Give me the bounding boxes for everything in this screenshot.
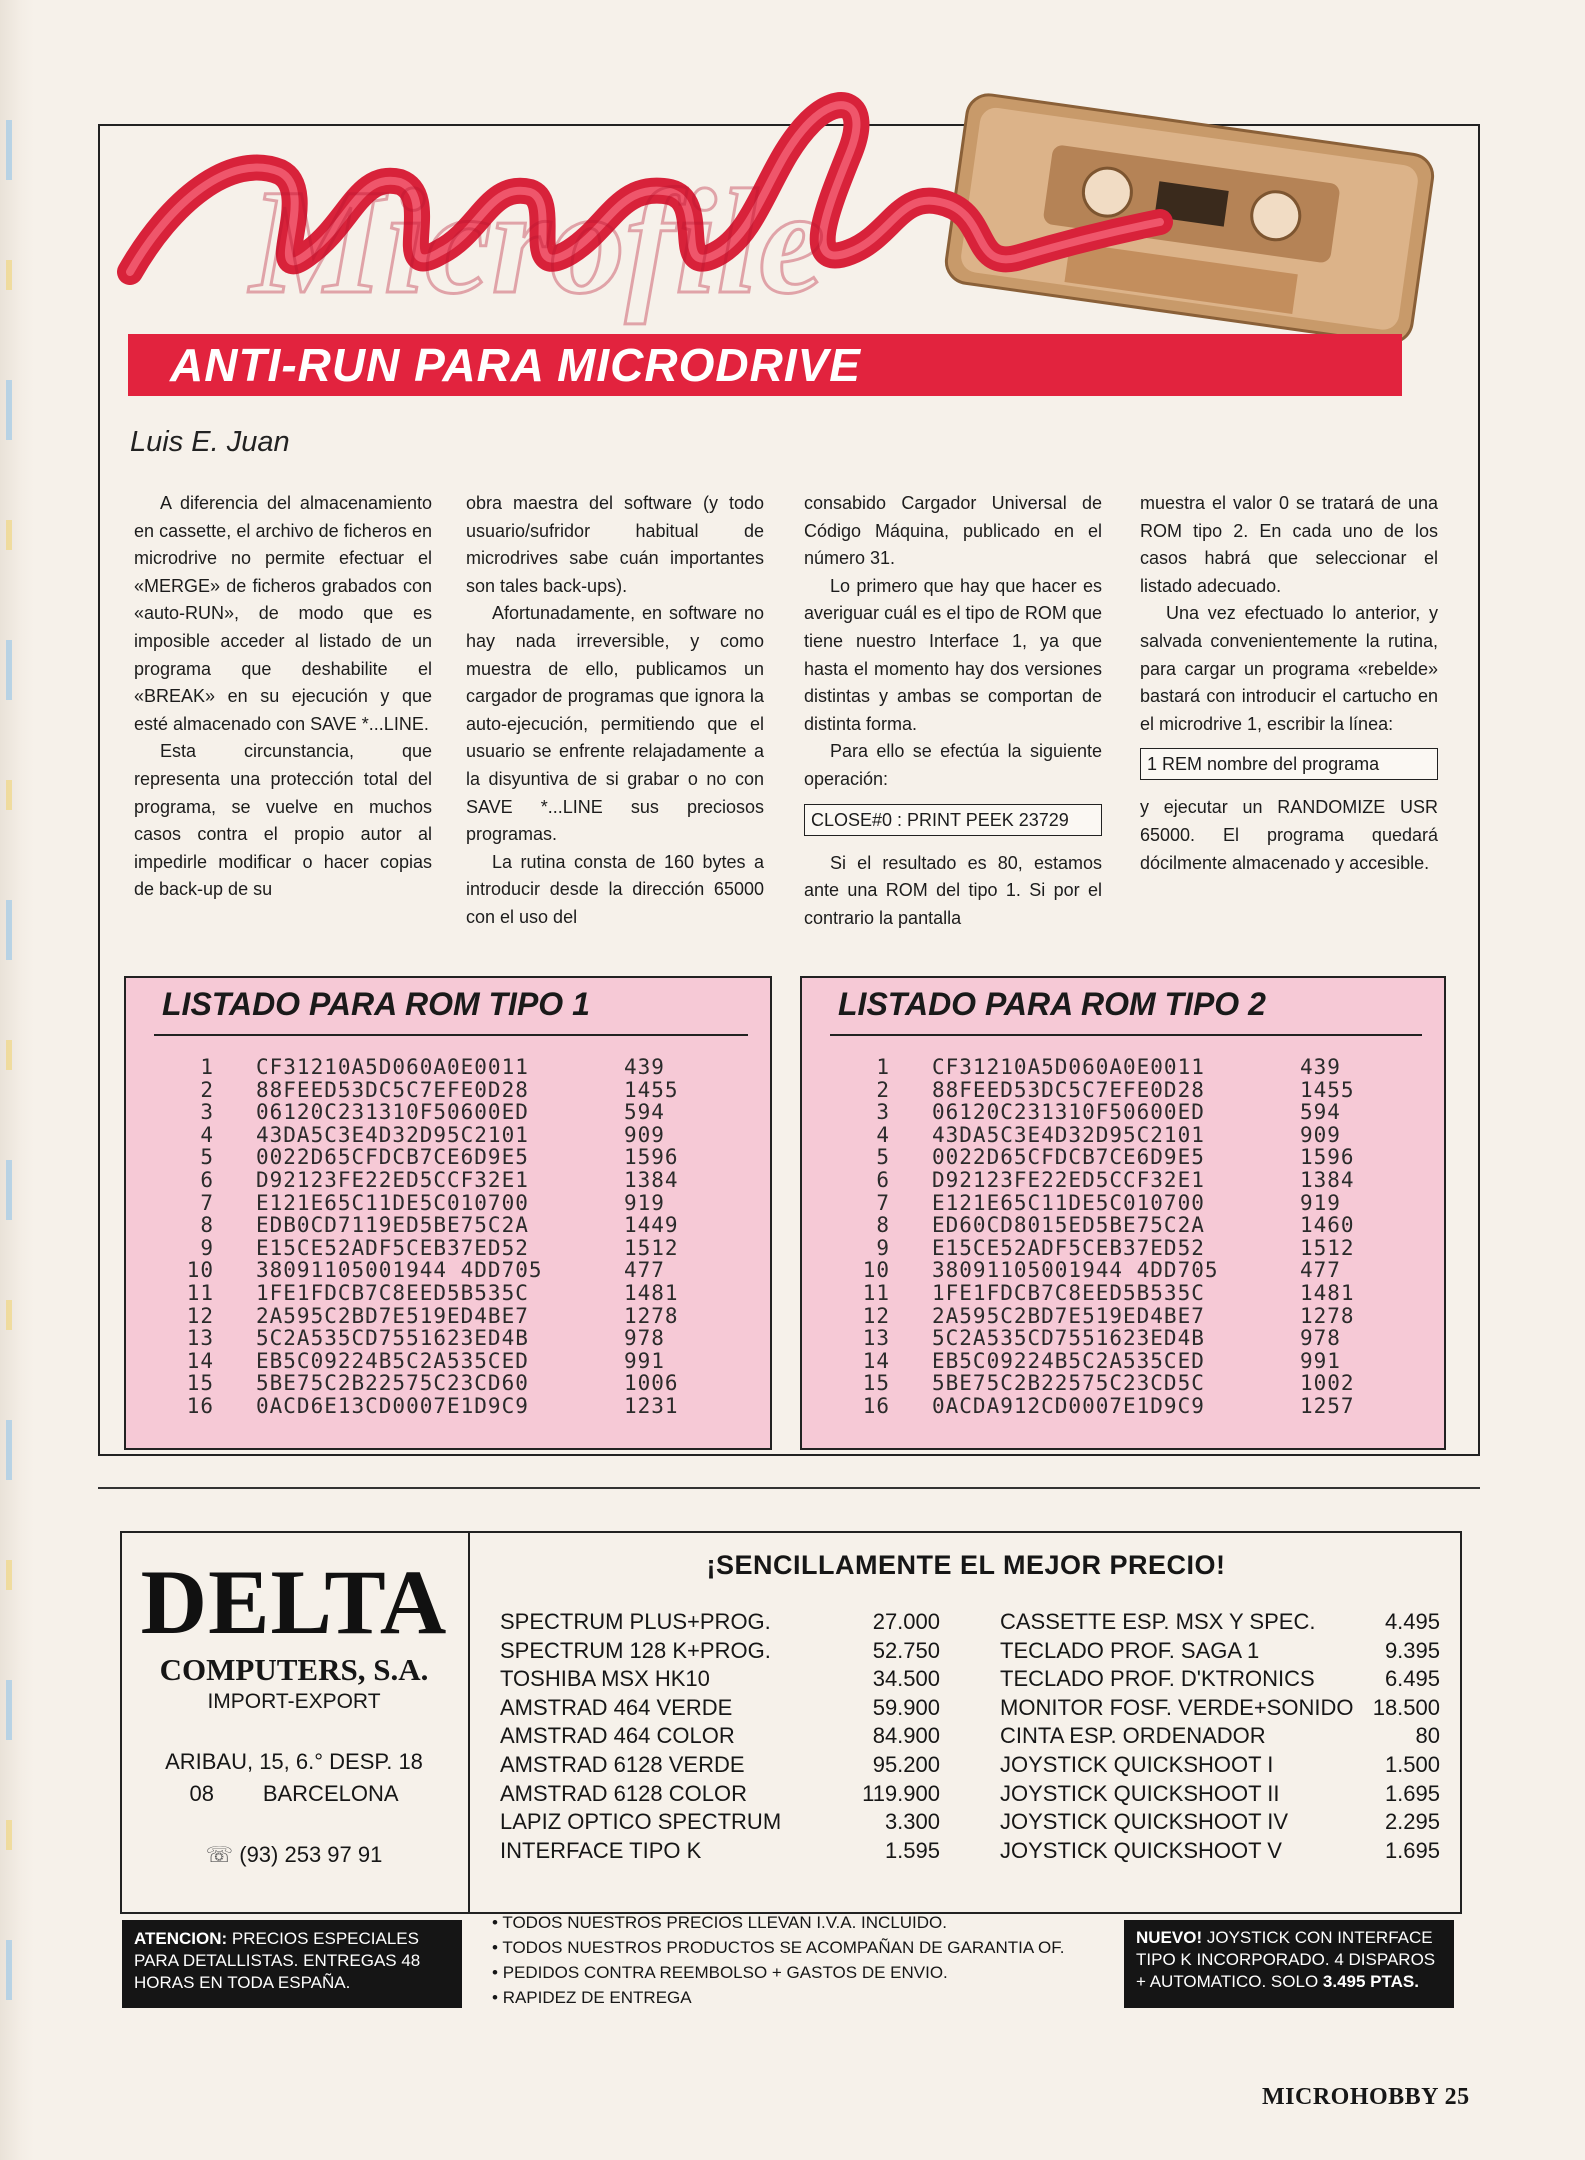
line-number: 10 xyxy=(186,1258,214,1283)
price-row xyxy=(1000,1722,1440,1751)
price-row xyxy=(500,1637,940,1666)
company-name: DELTA xyxy=(140,1551,448,1653)
product-price: 4.495 xyxy=(1384,1609,1440,1634)
line-number: 6 xyxy=(200,1167,214,1192)
microfile-logo xyxy=(110,62,1490,362)
hex-data: 1FE1FDCB7C8EED5B535C xyxy=(932,1280,1205,1305)
price-row xyxy=(500,1780,940,1809)
checksum: 909 xyxy=(1300,1122,1341,1147)
product-name: AMSTRAD 464 VERDE xyxy=(500,1694,733,1720)
paragraph: muestra el valor 0 se tratará de una ROM tipo 2. En cada uno de los casos habrá que seleccionar el listado adecuado. xyxy=(1140,493,1438,596)
product-name: JOYSTICK QUICKSHOOT I xyxy=(1000,1751,1274,1777)
listing-row xyxy=(160,1169,714,1192)
product-price: 3.300 xyxy=(884,1809,940,1835)
listing-row xyxy=(160,1395,714,1418)
article-title-bar xyxy=(128,334,1402,396)
checksum: 477 xyxy=(1300,1258,1341,1283)
product-price: 84.900 xyxy=(872,1723,940,1749)
product-name: JOYSTICK QUICKSHOOT II xyxy=(1000,1780,1280,1806)
line-number: 11 xyxy=(862,1280,890,1305)
checksum: 909 xyxy=(624,1122,665,1147)
listing-row xyxy=(836,1327,1390,1350)
product-price: 2.295 xyxy=(1384,1809,1440,1835)
line-number: 11 xyxy=(186,1280,214,1305)
line-number: 2 xyxy=(200,1077,214,1102)
hex-data: EB5C09224B5C2A535CED xyxy=(932,1348,1205,1373)
checksum: 439 xyxy=(1300,1055,1341,1079)
listing-row xyxy=(160,1146,714,1169)
hex-data: 06120C231310F50600ED xyxy=(256,1100,529,1125)
line-number: 15 xyxy=(862,1371,890,1396)
paragraph: Esta circunstancia, que representa una protección total del programa, se vuelve en muchos casos contra el propio autor al impedirle modificar o hacer copias de back-up de su xyxy=(134,741,432,900)
product-name: LAPIZ OPTICO SPECTRUM xyxy=(500,1809,782,1835)
article-author: Luis E. Juan xyxy=(130,426,290,458)
line-number: 13 xyxy=(186,1326,214,1351)
listing-row xyxy=(160,1237,714,1260)
paragraph: Lo primero que hay que hacer es averiguar cuál es el tipo de ROM que tiene nuestro Interface 1, ya que hasta el momento hay dos versiones distintas y ambas se comportan de distinta forma. xyxy=(804,575,1102,734)
listing-row xyxy=(836,1282,1390,1305)
line-number: 9 xyxy=(876,1235,890,1260)
phone-icon: ☏ xyxy=(205,1842,240,1867)
listing-row xyxy=(160,1282,714,1305)
hex-listing xyxy=(160,1056,714,1418)
checksum: 1384 xyxy=(1300,1167,1355,1192)
product-name: AMSTRAD 6128 VERDE xyxy=(500,1751,745,1777)
line-number: 1 xyxy=(200,1055,214,1079)
checksum: 594 xyxy=(624,1100,665,1125)
listing-row xyxy=(160,1101,714,1124)
checksum: 1257 xyxy=(1300,1393,1355,1418)
condition-item: • TODOS NUESTROS PRECIOS LLEVAN I.V.A. INCLUIDO. xyxy=(492,1910,1064,1935)
condition-item: • TODOS NUESTROS PRODUCTOS SE ACOMPAÑAN DE GARANTIA OF. xyxy=(492,1935,1064,1960)
line-number: 14 xyxy=(862,1348,890,1373)
product-name: JOYSTICK QUICKSHOOT V xyxy=(1000,1837,1282,1863)
listing-row xyxy=(160,1056,714,1079)
listing-row xyxy=(836,1192,1390,1215)
hex-data: 43DA5C3E4D32D95C2101 xyxy=(932,1122,1205,1147)
new-label: NUEVO! xyxy=(1136,1928,1203,1947)
line-number: 6 xyxy=(876,1167,890,1192)
listing-row xyxy=(160,1079,714,1102)
product-price: 80 xyxy=(1415,1723,1440,1749)
line-number: 10 xyxy=(862,1258,890,1283)
listing-row xyxy=(160,1214,714,1237)
line-number: 8 xyxy=(876,1213,890,1238)
paragraph: y ejecutar un RANDOMIZE USR 65000. El programa quedará dócilmente almacenado y accesible. xyxy=(1140,797,1438,873)
product-price: 9.395 xyxy=(1384,1637,1440,1663)
line-number: 14 xyxy=(186,1348,214,1373)
hex-data: ED60CD8015ED5BE75C2A xyxy=(932,1213,1205,1238)
article-column-1 xyxy=(134,490,432,904)
line-number: 15 xyxy=(186,1371,214,1396)
divider xyxy=(154,1034,748,1036)
product-price: 1.695 xyxy=(1384,1780,1440,1806)
checksum: 919 xyxy=(1300,1190,1341,1215)
product-name: CINTA ESP. ORDENADOR xyxy=(1000,1723,1266,1749)
hex-data: CF31210A5D060A0E0011 xyxy=(932,1055,1205,1079)
article-column-4 xyxy=(1140,490,1438,877)
section-divider xyxy=(98,1487,1480,1489)
hex-data: D92123FE22ED5CCF32E1 xyxy=(932,1167,1205,1192)
line-number: 8 xyxy=(200,1213,214,1238)
checksum: 978 xyxy=(624,1326,665,1351)
article-column-3 xyxy=(804,490,1102,932)
listing-row xyxy=(836,1146,1390,1169)
listing-title: LISTADO PARA ROM TIPO 1 xyxy=(162,986,590,1022)
checksum: 1455 xyxy=(624,1077,679,1102)
price-list-left xyxy=(500,1608,940,1865)
paragraph: obra maestra del software (y todo usuario/sufridor habitual de microdrives sabe cuán importantes son tales back-ups). xyxy=(466,493,764,596)
listing-panel-rom1 xyxy=(124,976,772,1450)
product-name: TOSHIBA MSX HK10 xyxy=(500,1666,710,1692)
product-name: SPECTRUM PLUS+PROG. xyxy=(500,1609,771,1634)
line-number: 4 xyxy=(200,1122,214,1147)
line-number: 5 xyxy=(876,1145,890,1170)
hex-data: 43DA5C3E4D32D95C2101 xyxy=(256,1122,529,1147)
hex-data: 5C2A535CD7551623ED4B xyxy=(256,1326,529,1351)
checksum: 1512 xyxy=(624,1235,679,1260)
hex-data: E121E65C11DE5C010700 xyxy=(256,1190,529,1215)
line-number: 12 xyxy=(186,1303,214,1328)
price-row xyxy=(1000,1665,1440,1694)
price-row xyxy=(1000,1837,1440,1866)
checksum: 1481 xyxy=(1300,1280,1355,1305)
checksum: 991 xyxy=(624,1348,665,1373)
new-product-box xyxy=(1124,1920,1454,2008)
checksum: 919 xyxy=(624,1190,665,1215)
listing-row xyxy=(160,1350,714,1373)
price-row xyxy=(500,1665,940,1694)
product-price: 27.000 xyxy=(872,1609,940,1634)
listing-row xyxy=(836,1350,1390,1373)
hex-data: 38091105001944 4DD705 xyxy=(932,1258,1219,1283)
hex-data: 06120C231310F50600ED xyxy=(932,1100,1205,1125)
attention-text: PRECIOS ESPECIALES PARA DETALLISTAS. ENTREGAS 48 HORAS EN TODA ESPAÑA. xyxy=(134,1929,421,1992)
new-price: 3.495 PTAS. xyxy=(1322,1972,1419,1991)
checksum: 1278 xyxy=(1300,1303,1355,1328)
company-tagline: IMPORT-EXPORT xyxy=(207,1690,381,1713)
listing-row xyxy=(836,1056,1390,1079)
hex-data: 0ACDA912CD0007E1D9C9 xyxy=(932,1393,1205,1418)
line-number: 9 xyxy=(200,1235,214,1260)
price-row xyxy=(1000,1780,1440,1809)
line-number: 13 xyxy=(862,1326,890,1351)
checksum: 1512 xyxy=(1300,1235,1355,1260)
listing-row xyxy=(160,1124,714,1147)
hex-data: E15CE52ADF5CEB37ED52 xyxy=(256,1235,529,1260)
address-line: 08 BARCELONA xyxy=(189,1781,399,1806)
page-number: 25 xyxy=(1444,2084,1470,2110)
checksum: 1449 xyxy=(624,1213,679,1238)
hex-data: 88FEED53DC5C7EFE0D28 xyxy=(256,1077,529,1102)
paragraph: La rutina consta de 160 bytes a introducir desde la dirección 65000 con el uso del xyxy=(466,851,764,927)
magazine-name: MICROHOBBY xyxy=(1262,2084,1439,2110)
checksum: 1455 xyxy=(1300,1077,1355,1102)
listing-row xyxy=(836,1305,1390,1328)
product-name: MONITOR FOSF. VERDE+SONIDO xyxy=(1000,1694,1354,1720)
checksum: 594 xyxy=(1300,1100,1341,1125)
hex-data: D92123FE22ED5CCF32E1 xyxy=(256,1167,529,1192)
code-command-box: 1 REM nombre del programa xyxy=(1140,748,1438,780)
paragraph: Afortunadamente, en software no hay nada irreversible, y como muestra de ello, publicamos un cargador de programas que ignora la auto-ejecución, permitiendo que el usuario se enfrente relajadamente a la disyuntiva de si grabar o no con SAVE *...LINE sus preciosos programas. xyxy=(466,603,764,845)
listing-row xyxy=(160,1327,714,1350)
logo-text: Microfile xyxy=(250,159,825,325)
hex-listing xyxy=(836,1056,1390,1418)
checksum: 991 xyxy=(1300,1348,1341,1373)
paragraph: A diferencia del almacenamiento en cassette, el archivo de ficheros en microdrive no permite efectuar el «MERGE» de ficheros grabados con «auto-RUN», de modo que es imposible acceder al listado de un programa que deshabilite el «BREAK» en su ejecución y que esté almacenado con SAVE *...LINE. xyxy=(134,493,432,734)
listing-row xyxy=(836,1214,1390,1237)
hex-data: CF31210A5D060A0E0011 xyxy=(256,1055,529,1079)
phone-number: (93) 253 97 91 xyxy=(239,1842,383,1867)
code-command-box: CLOSE#0 : PRINT PEEK 23729 xyxy=(804,804,1102,836)
product-name: TECLADO PROF. D'KTRONICS xyxy=(1000,1666,1315,1692)
product-name: AMSTRAD 464 COLOR xyxy=(500,1723,735,1749)
line-number: 2 xyxy=(876,1077,890,1102)
product-name: SPECTRUM 128 K+PROG. xyxy=(500,1637,771,1663)
hex-data: 38091105001944 4DD705 xyxy=(256,1258,543,1283)
listing-panel-rom2 xyxy=(800,976,1446,1450)
line-number: 1 xyxy=(876,1055,890,1079)
listing-row xyxy=(836,1395,1390,1418)
product-price: 6.495 xyxy=(1384,1666,1440,1692)
hex-data: EB5C09224B5C2A535CED xyxy=(256,1348,529,1373)
ad-conditions xyxy=(492,1910,1064,2010)
listing-row xyxy=(836,1079,1390,1102)
listing-row xyxy=(836,1124,1390,1147)
new-text: JOYSTICK CON INTERFACE TIPO K INCORPORADO. 4 DISPAROS + AUTOMATICO. SOLO xyxy=(1136,1928,1436,1991)
price-row xyxy=(500,1751,940,1780)
checksum: 1481 xyxy=(624,1280,679,1305)
price-row xyxy=(1000,1808,1440,1837)
product-price: 95.200 xyxy=(872,1751,940,1777)
condition-item: • RAPIDEZ DE ENTREGA xyxy=(492,1985,1064,2010)
attention-box xyxy=(122,1920,462,2008)
price-row xyxy=(500,1722,940,1751)
paragraph: consabido Cargador Universal de Código Máquina, publicado en el número 31. xyxy=(804,493,1102,569)
listing-row xyxy=(160,1259,714,1282)
price-row xyxy=(1000,1751,1440,1780)
checksum: 477 xyxy=(624,1258,665,1283)
company-subtitle: COMPUTERS, S.A. xyxy=(159,1652,429,1687)
company-phone xyxy=(120,1842,468,1868)
paragraph: Si el resultado es 80, estamos ante una ROM del tipo 1. Si por el contrario la pantalla xyxy=(804,852,1102,928)
checksum: 439 xyxy=(624,1055,665,1079)
ad-headline: ¡SENCILLAMENTE EL MEJOR PRECIO! xyxy=(706,1550,1226,1580)
price-row xyxy=(1000,1694,1440,1723)
price-row xyxy=(500,1808,940,1837)
listing-row xyxy=(836,1169,1390,1192)
price-row xyxy=(1000,1637,1440,1666)
hex-data: 1FE1FDCB7C8EED5B535C xyxy=(256,1280,529,1305)
product-price: 1.595 xyxy=(884,1837,940,1863)
ad-divider xyxy=(468,1531,470,1914)
checksum: 1002 xyxy=(1300,1371,1355,1396)
product-name: INTERFACE TIPO K xyxy=(500,1837,702,1863)
listing-row xyxy=(836,1372,1390,1395)
line-number: 7 xyxy=(200,1190,214,1215)
company-address xyxy=(120,1746,468,1810)
line-number: 16 xyxy=(186,1393,214,1418)
listing-row xyxy=(160,1192,714,1215)
hex-data: 5BE75C2B22575C23CD60 xyxy=(256,1371,529,1396)
product-price: 59.900 xyxy=(872,1694,940,1720)
checksum: 1596 xyxy=(1300,1145,1355,1170)
listing-row xyxy=(160,1372,714,1395)
hex-data: 88FEED53DC5C7EFE0D28 xyxy=(932,1077,1205,1102)
listing-row xyxy=(836,1237,1390,1260)
product-price: 34.500 xyxy=(872,1666,940,1692)
hex-data: 5C2A535CD7551623ED4B xyxy=(932,1326,1205,1351)
checksum: 1231 xyxy=(624,1393,679,1418)
divider xyxy=(830,1034,1422,1036)
hex-data: 0022D65CFDCB7CE6D9E5 xyxy=(256,1145,529,1170)
hex-data: E15CE52ADF5CEB37ED52 xyxy=(932,1235,1205,1260)
price-row xyxy=(1000,1608,1440,1637)
checksum: 1596 xyxy=(624,1145,679,1170)
hex-data: 5BE75C2B22575C23CD5C xyxy=(932,1371,1205,1396)
line-number: 7 xyxy=(876,1190,890,1215)
listing-row xyxy=(836,1101,1390,1124)
product-name: AMSTRAD 6128 COLOR xyxy=(500,1780,747,1806)
checksum: 1006 xyxy=(624,1371,679,1396)
line-number: 16 xyxy=(862,1393,890,1418)
product-name: CASSETTE ESP. MSX Y SPEC. xyxy=(1000,1609,1316,1634)
line-number: 12 xyxy=(862,1303,890,1328)
price-row xyxy=(500,1837,940,1866)
product-name: TECLADO PROF. SAGA 1 xyxy=(1000,1637,1260,1663)
hex-data: 0ACD6E13CD0007E1D9C9 xyxy=(256,1393,529,1418)
paragraph: Una vez efectuado lo anterior, y salvada convenientemente la rutina, para cargar un programa «rebelde» bastará con introducir el cartucho en el microdrive 1, escribir la línea: xyxy=(1140,603,1438,734)
address-line: ARIBAU, 15, 6.° DESP. 18 xyxy=(165,1749,423,1774)
cassette-icon xyxy=(944,92,1436,346)
hex-data: 2A595C2BD7E519ED4BE7 xyxy=(932,1303,1205,1328)
hex-data: 0022D65CFDCB7CE6D9E5 xyxy=(932,1145,1205,1170)
hex-data: 2A595C2BD7E519ED4BE7 xyxy=(256,1303,529,1328)
binding-marks xyxy=(6,120,12,2070)
product-price: 52.750 xyxy=(872,1637,940,1663)
checksum: 1384 xyxy=(624,1167,679,1192)
price-row xyxy=(500,1608,940,1637)
article-title: ANTI-RUN PARA MICRODRIVE xyxy=(170,339,861,391)
paragraph: Para ello se efectúa la siguiente operación: xyxy=(804,741,1102,789)
price-list-right xyxy=(1000,1608,1440,1865)
checksum: 1460 xyxy=(1300,1213,1355,1238)
page-footer xyxy=(1262,2084,1470,2111)
line-number: 5 xyxy=(200,1145,214,1170)
checksum: 1278 xyxy=(624,1303,679,1328)
product-price: 1.695 xyxy=(1384,1837,1440,1863)
line-number: 4 xyxy=(876,1122,890,1147)
price-row xyxy=(500,1694,940,1723)
hex-data: E121E65C11DE5C010700 xyxy=(932,1190,1205,1215)
product-name: JOYSTICK QUICKSHOOT IV xyxy=(1000,1809,1289,1835)
line-number: 3 xyxy=(876,1100,890,1125)
article-column-2 xyxy=(466,490,764,932)
attention-label: ATENCION: xyxy=(134,1929,228,1948)
condition-item: • PEDIDOS CONTRA REEMBOLSO + GASTOS DE ENVIO. xyxy=(492,1960,1064,1985)
product-price: 119.900 xyxy=(862,1780,940,1806)
hex-data: EDB0CD7119ED5BE75C2A xyxy=(256,1213,529,1238)
listing-row xyxy=(836,1259,1390,1282)
listing-row xyxy=(160,1305,714,1328)
product-price: 1.500 xyxy=(1384,1751,1440,1777)
checksum: 978 xyxy=(1300,1326,1341,1351)
product-price: 18.500 xyxy=(1372,1694,1440,1720)
line-number: 3 xyxy=(200,1100,214,1125)
listing-title: LISTADO PARA ROM TIPO 2 xyxy=(838,986,1266,1022)
